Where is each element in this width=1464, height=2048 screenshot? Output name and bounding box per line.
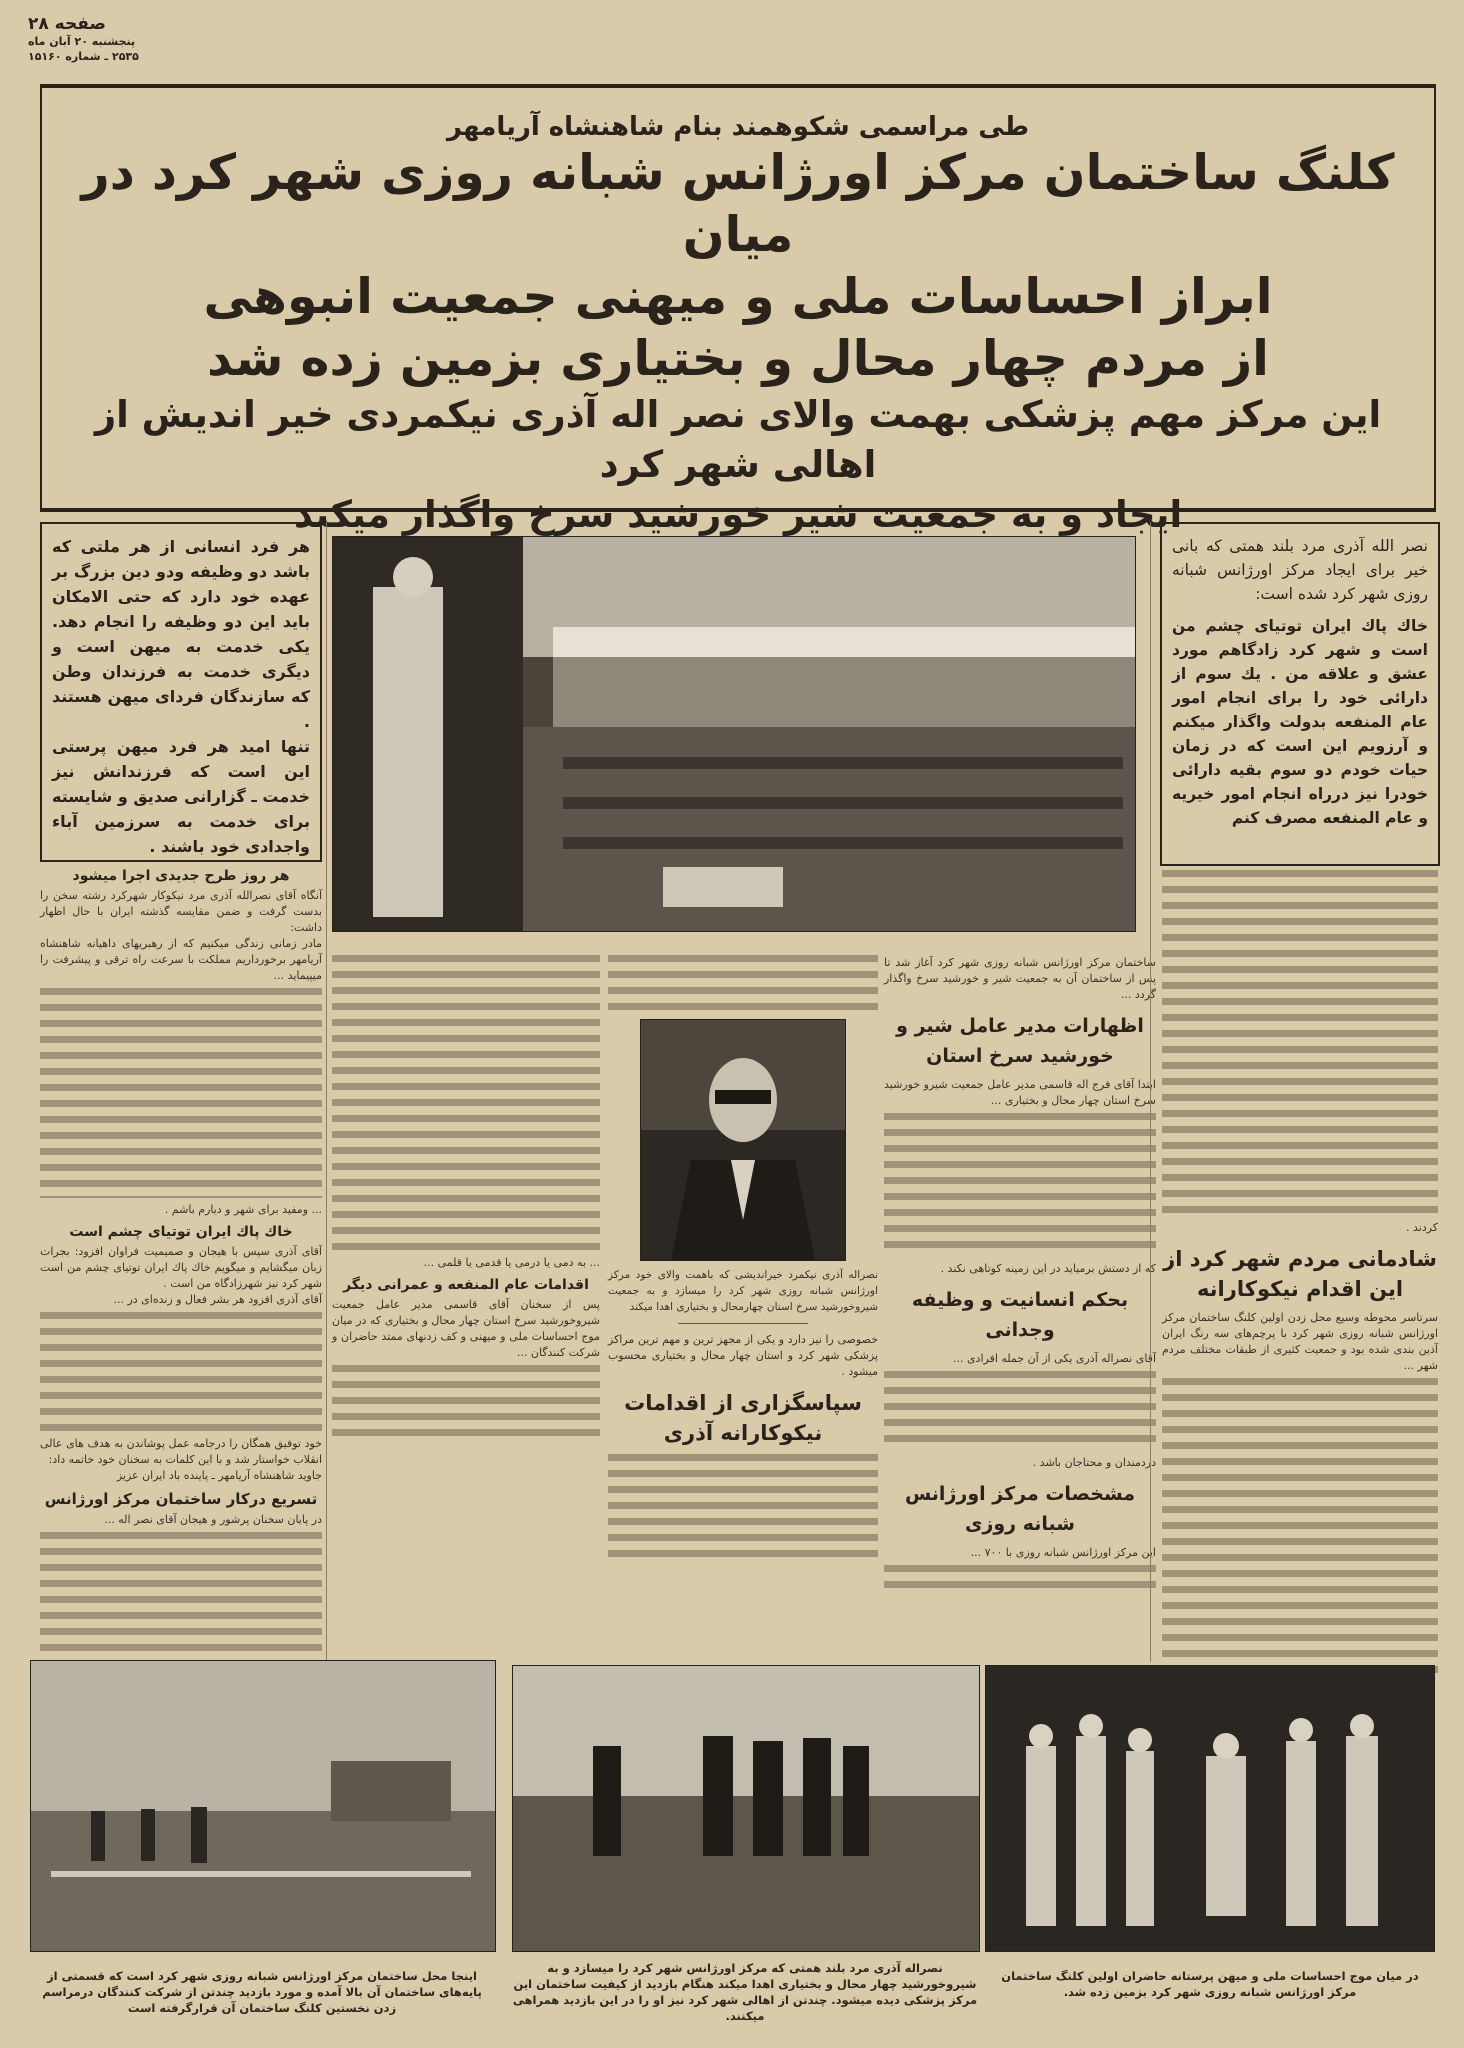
portrait-caption: نصراله آذری نیکمرد خیراندیشی که باهمت والای خود مرکز اورژانس شبانه روزی شهر کرد را میسازد و به جمعیت شیروخورشید سرخ استان چهارمحال و بختیاری اهدا میکند [608, 1269, 878, 1313]
body-text-block [332, 955, 600, 1255]
paragraph: جاوید شاهنشاه آریامهر ـ پاینده باد ایران عزیز [116, 1469, 322, 1482]
article-column-3 [608, 955, 878, 1475]
body-text-block [1162, 1378, 1438, 1678]
photo-groundbreaking-crowd [985, 1665, 1435, 1952]
construction-site-image [31, 1661, 495, 1951]
subheading: تسریع درکار ساختمان مرکز اورژانس [44, 1490, 318, 1508]
article-column-2 [332, 955, 600, 1465]
headline-line: ابراز احساسات ملی و میهنی جمعیت انبوهی [203, 268, 1273, 325]
paragraph: در پایان سخنان پرشور و هیجان آقای نصر اله ... [104, 1513, 322, 1526]
deck-line: این مرکز مهم پزشکی بهمت والای نصر اله آذری نیکمردی خیر اندیش از اهالی شهر کرد [94, 393, 1382, 486]
paragraph: خود توفیق همگان را درجامه عمل پوشاندن به هدف های عالی انقلاب خواستار شد و با این کلمات به سخنان خود خاتمه داد: [40, 1437, 322, 1466]
article-column-5 [1162, 870, 1438, 1660]
right-quote-intro: نصر الله آذری مرد بلند همتی که بانی خیر برای ایجاد مرکز اورژانس شبانه روزی شهر کرد شده است: [1172, 537, 1428, 603]
subheading: بحکم انسانیت و وظیفه وجدانی [911, 1289, 1129, 1341]
paragraph: ... به دمی یا درمی یا قدمی یا قلمی ... [423, 1256, 600, 1269]
paragraph: مادر زمانی زندگی میکنیم که از رهبریهای داهیانه شاهنشاه آریامهر برخورداریم مملکت با سرعت راه ترقی و پیشرفت را میپیماید ... [40, 937, 322, 982]
column-rule [1150, 522, 1151, 1662]
body-text-block [608, 1454, 878, 1564]
headline-box [40, 84, 1436, 536]
paragraph: آقای آذری افزود هر بشر فعال و زنده‌ای در ... [113, 1293, 322, 1306]
paragraph: دردمندان و محتاجان باشد . [1032, 1456, 1156, 1469]
paragraph: این مرکز اورژانس شبانه روزی با ۷۰۰ ... [970, 1546, 1156, 1559]
deck-line: ایجاد و به جمعیت شیر خورشید سرخ واگذار میکند [293, 493, 1183, 536]
body-text-block [884, 1371, 1156, 1451]
body-text-block [884, 1565, 1156, 1597]
main-photo-ceremony [332, 536, 1136, 932]
body-text-block [608, 955, 878, 1013]
headline-kicker: طی مراسمی شکوهمند بنام شاهنشاه آریامهر [446, 112, 1030, 142]
portrait-photo-azari [640, 1019, 846, 1261]
body-text-block [40, 988, 322, 1198]
paragraph: که از دستش برمیاید در این زمینه کوتاهی نکند . [940, 1262, 1156, 1275]
issue-number: ۲۵۳۵ ـ شماره ۱۵۱۶۰ [28, 50, 139, 63]
subheading: هر روز طرح جدیدی اجرا میشود [72, 868, 290, 884]
body-text-block [884, 1113, 1156, 1257]
ceremony-photo-image [333, 537, 1135, 931]
paragraph: آنگاه آقای نصرالله آذری مرد نیکوکار شهرکرد رشته سخن را بدست گرفت و ضمن مقایسه گذشته ایران با حال اظهار داشت: [40, 889, 322, 934]
divider [678, 1323, 808, 1324]
paragraph: پس از سخنان آقای قاسمی مدیر عامل جمعیت شیروخورشید سرخ استان چهار محال و بختیاری که در میان موج احساسات ملی و میهنی و کف زدنهای ممتد حاضران و شرکت کنندگان ... [332, 1298, 600, 1359]
left-quote-p2: تنها امید هر فرد میهن پرستی این است که فرزندانش نیز خدمت ـ گزارانی صدیق و شایسته برای خدمت به سرزمین آباء واجدادی خود باشند . [52, 737, 310, 856]
left-quote-box [40, 522, 322, 862]
body-text-block [40, 1312, 322, 1432]
subheading: اقدامات عام المنفعه و عمرانی دیگر [343, 1277, 589, 1293]
subheading: شادمانی مردم شهر کرد از این اقدام نیکوکارانه [1163, 1247, 1437, 1301]
site-inspection-image [513, 1666, 979, 1951]
paragraph: خصوصی را نیز دارد و یکی از مجهز ترین و مهم ترین مراکز پزشکی شهر کرد و استان چهار محال و بختیاری محسوب میشود . [608, 1333, 878, 1378]
paragraph: ... ومفید برای شهر و دیارم باشم . [164, 1203, 322, 1216]
body-text-block [1162, 870, 1438, 1220]
subheading: مشخصات مرکز اورژانس شبانه روزی [904, 1483, 1136, 1535]
headline-line: از مردم چهار محال و بختیاری بزمین زده شد [207, 330, 1269, 387]
portrait-image [641, 1020, 845, 1260]
caption-groundbreaking: در میان موج احساسات ملی و میهن پرستانه حاضران اولین کلنگ ساختمان مرکز اورژانس شبانه روزی شهر کرد بزمین زده شد. [1001, 1969, 1419, 1999]
body-text-block [332, 1365, 600, 1445]
paragraph: ساختمان مرکز اورژانس شبانه روزی شهر کرد آغاز شد تا پس از ساختمان آن به جمعیت شیر و خورشید سرخ واگذار گردد ... [884, 956, 1156, 1001]
paragraph: ابتدا آقای فرج اله قاسمی مدیر عامل جمعیت شیرو خورشید سرخ استان چهار محال و بختیاری ... [884, 1078, 1156, 1107]
paragraph: آقای آذری سپس با هیجان و صمیمیت فراوان افزود: بجرات زبان میگشایم و میگویم خاك پاك ایران توتیای چشم من است شهر کرد نیز شهرزادگاه من است . [40, 1245, 322, 1290]
photo-site-inspection [512, 1665, 980, 1952]
groundbreaking-crowd-image [986, 1666, 1434, 1951]
issue-date: پنجشنبه ۲۰ آبان ماه [28, 35, 136, 48]
right-quote-text: خاك پاك ایران توتیای چشم من است و شهر کرد زادگاهم مورد عشق و علاقه من . یك سوم از دارائی خود را برای انجام امور عام المنفعه بدولت واگذار میکنم و آرزویم این است که در زمان حیات خودم دو سوم بقیه دارائی خودرا نیز درراه انجام امور خیریه و عام المنفعه مصرف کنم [1172, 617, 1428, 827]
photo-construction-site [30, 1660, 496, 1952]
article-column-4 [884, 955, 1156, 1655]
left-quote-p1: هر فرد انسانی از هر ملتی که باشد دو وظیفه ودو دین بزرگ بر عهده خود دارد که حتی الامکان باید این دو وظیفه را انجام دهد. یکی خدمت به میهن است و دیگری خدمت به فرزندان وطن که سازندگان فردای میهن هستند . [52, 537, 310, 731]
paragraph: سرتاسر محوطه وسیع محل زدن اولین کلنگ ساختمان مرکز اورژانس شبانه روزی شهر کرد با پرچم‌های سه رنگ ایران آذین بندی شده بود و جمعیت کثیری از طبقات مختلف مردم شهر ... [1162, 1311, 1438, 1372]
paragraph: کردند . [1405, 1221, 1438, 1234]
subheading: سپاسگزاری از اقدامات نیکوکارانه آذری [624, 1391, 862, 1445]
right-quote-box [1160, 522, 1440, 866]
subheading: خاك پاك ایران توتیای چشم است [69, 1224, 293, 1240]
subheading: اظهارات مدیر عامل شیر و خورشید سرخ استان [896, 1015, 1144, 1067]
headline-line: کلنگ ساختمان مرکز اورژانس شبانه روزی شهر کرد در میان [81, 144, 1395, 263]
page-masthead [28, 14, 188, 64]
caption-construction-site: اینجا محل ساختمان مرکز اورژانس شبانه روزی شهر کرد است که قسمتی از پایه‌های ساختمان آن بالا آمده و مورد بازدید چندتن از شرکت کنندگان درمراسم زدن نخستین کلنگ ساختمان آن قرارگرفته است [42, 1969, 482, 2015]
paragraph: آقای نصراله آذری یکی از آن جمله افرادی ... [952, 1352, 1156, 1365]
caption-site-inspection: نصراله آذری مرد بلند همتی که مرکز اورژانس شهر کرد را میسازد و به شیروخورشید چهار محال و بختیاری اهدا میکند هنگام بازدید از کیفیت ساختمان این مرکز پزشکی دیده میشود. چندتن از اهالی شهر کرد نیز او را در این بازدید همراهی میکنند. [512, 1961, 978, 2023]
page-number: صفحه ۲۸ [28, 14, 106, 34]
